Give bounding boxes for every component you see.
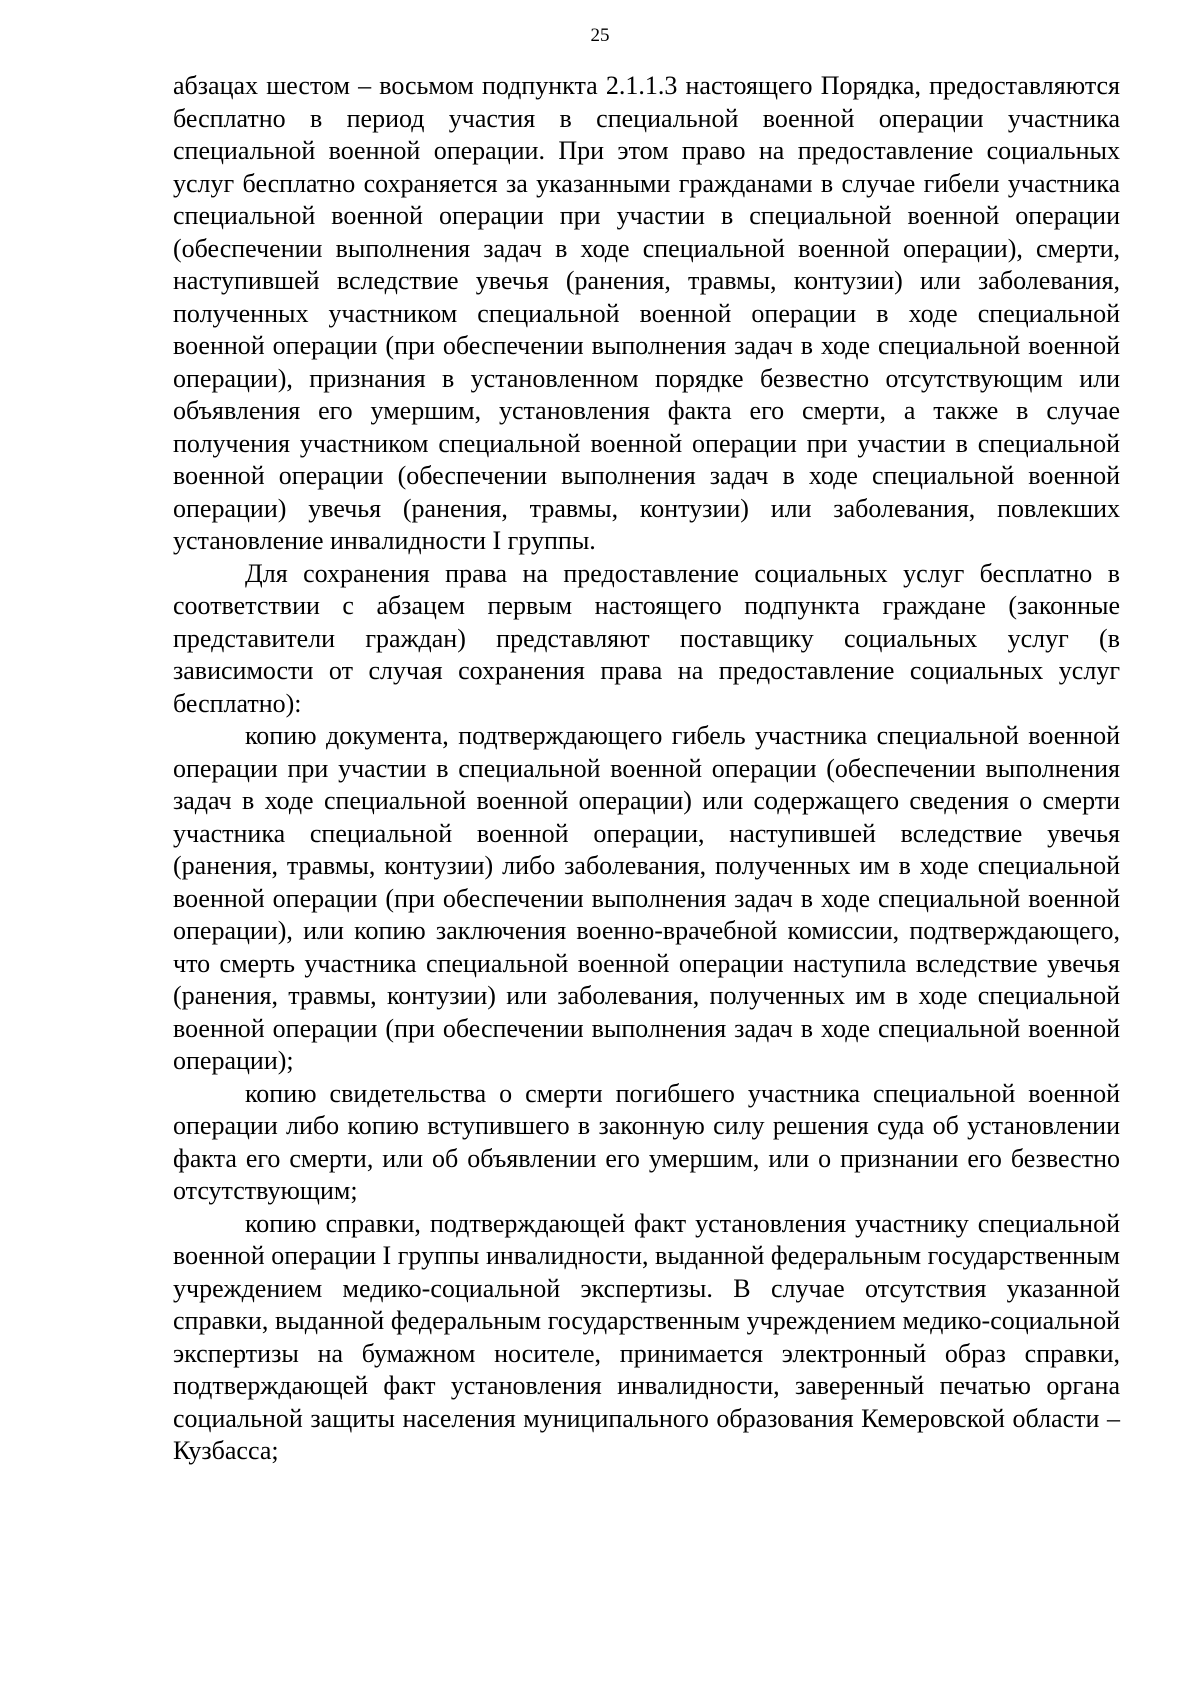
paragraph-continuation: абзацах шестом – восьмом подпункта 2.1.1.3 настоящего Порядка, предоставляются бесплатно в период участия в специальной военной операции участника специальной военной операции. При этом право на предоставление социальных услуг бесплатно сохраняется за указанными гражданами в случае гибели участника специальной военной операции при участии в специальной военной операции (обеспечении выполнения задач в ходе специальной военной операции), смерти, наступившей вследствие увечья (ранения, травмы, контузии) или заболевания, полученных участником специальной военной операции в ходе специальной военной операции (при обеспечении выполнения задач в ходе специальной военной операции), признания в установленном порядке безвестно отсутствующим или объявления его умершим, установления факта его смерти, а также в случае получения участником специальной военной операции при участии в специальной военной операции (обеспечении выполнения задач в ходе специальной военной операции) увечья (ранения, травмы, контузии) или заболевания, повлекших установление инвалидности I группы. bbox=[173, 71, 1120, 555]
paragraph-disability-certificate-copy: копию справки, подтверждающей факт установления участнику специальной военной операции I группы инвалидности, выданной федеральным государственным учреждением медико-социальной экспертизы. В случае отсутствия указанной справки, выданной федеральным государственным учреждением медико-социальной экспертизы на бумажном носителе, принимается электронный образ справки, подтверждающей факт установления инвалидности, заверенный печатью органа социальной защиты населения муниципального образования Кемеровской области – Кузбасса; bbox=[173, 1208, 1120, 1465]
paragraph-retention-of-right: Для сохранения права на предоставление социальных услуг бесплатно в соответствии с абзацем первым настоящего подпункта граждане (законные представители граждан) представляют поставщику социальных услуг (в зависимости от случая сохранения права на предоставление социальных услуг бесплатно): bbox=[173, 558, 1120, 718]
paragraph-death-document-copy: копию документа, подтверждающего гибель участника специальной военной операции при участии в специальной военной операции (обеспечении выполнения задач в ходе специальной военной операции) или содержащего сведения о смерти участника специальной военной операции, наступившей вследствие увечья (ранения, травмы, контузии) либо заболевания, полученных им в ходе специальной военной операции (при обеспечении выполнения задач в ходе специальной военной операции), или копию заключения военно-врачебной комиссии, подтверждающего, что смерть участника специальной военной операции наступила вследствие увечья (ранения, травмы, контузии) или заболевания, полученных им в ходе специальной военной операции (при обеспечении выполнения задач в ходе специальной военной операции); bbox=[173, 721, 1120, 1075]
paragraph-death-certificate-copy: копию свидетельства о смерти погибшего участника специальной военной операции либо копию вступившего в законную силу решения суда об установлении факта его смерти, или об объявлении его умершим, или о признании его безвестно отсутствующим; bbox=[173, 1078, 1120, 1205]
page-number: 25 bbox=[590, 25, 610, 46]
document-body bbox=[173, 70, 1120, 1468]
